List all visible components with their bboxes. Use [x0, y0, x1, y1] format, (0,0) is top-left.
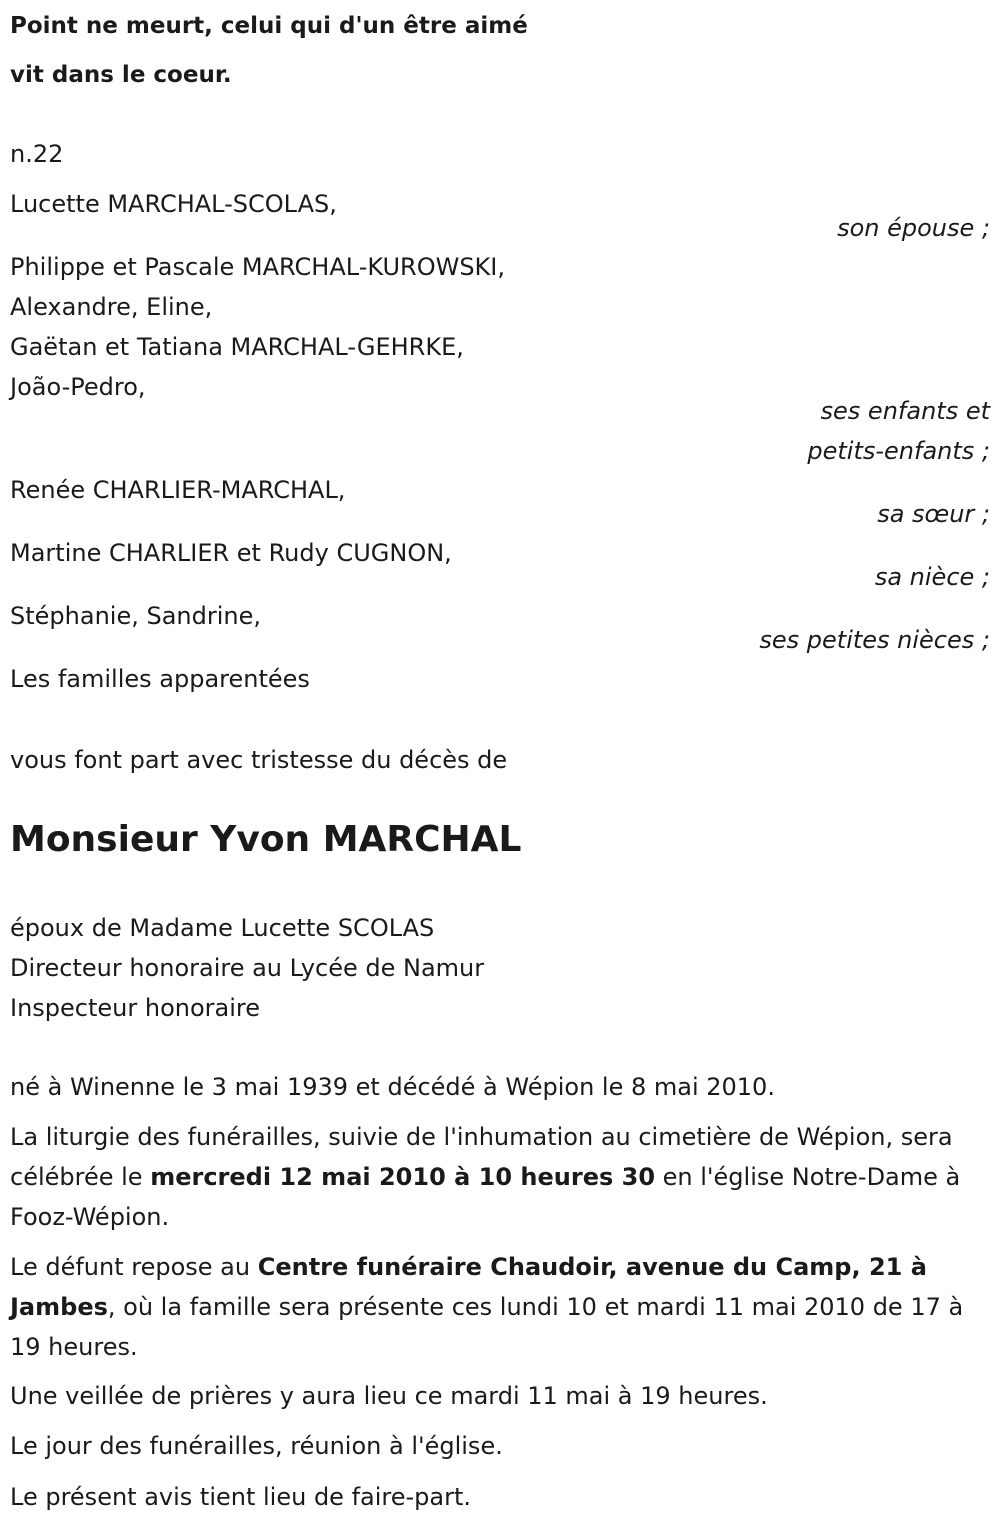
funeral-paragraph [10, 1117, 990, 1237]
birth-death-dates: né à Winenne le 3 mai 1939 et décédé à Wépion le 8 mai 2010. [10, 1073, 775, 1101]
rest-location: Centre funéraire Chaudoir, avenue du Camp, 21 à Jambes [10, 1253, 927, 1321]
quote-line-2: vit dans le coeur. [10, 62, 232, 88]
family-relation: ses enfants et [820, 397, 990, 425]
deceased-title: Directeur honoraire au Lycée de Namur [10, 954, 485, 982]
funeral-text: La liturgie des funérailles, suivie de l'inhumation au cimetière de Wépion, sera célébrée le [10, 1123, 953, 1191]
announcement-text: vous font part avec tristesse du décès de [10, 746, 508, 774]
family-name-line: Renée CHARLIER-MARCHAL, [10, 476, 346, 504]
family-relation: petits-enfants ; [807, 437, 990, 465]
deceased-title: époux de Madame Lucette SCOLAS [10, 914, 435, 942]
family-relation: ses petites nièces ; [759, 626, 990, 654]
deceased-title: Inspecteur honoraire [10, 994, 261, 1022]
rest-text: Le défunt repose au [10, 1253, 258, 1281]
family-relation: sa sœur ; [877, 500, 990, 528]
quote-line-1: Point ne meurt, celui qui d'un être aimé [10, 13, 528, 39]
family-name-line: Stéphanie, Sandrine, [10, 602, 261, 630]
vigil-text: Une veillée de prières y aura lieu ce mardi 11 mai à 19 heures. [10, 1382, 768, 1410]
reference-number: n.22 [10, 140, 64, 168]
meeting-text: Le jour des funérailles, réunion à l'église. [10, 1432, 503, 1460]
funeral-datetime: mercredi 12 mai 2010 à 10 heures 30 [150, 1163, 656, 1191]
family-name-line: Philippe et Pascale MARCHAL-KUROWSKI, [10, 253, 505, 281]
family-name-line: João-Pedro, [10, 373, 146, 401]
family-name-line: Martine CHARLIER et Rudy CUGNON, [10, 539, 452, 567]
funeral-text: en l'église Notre-Dame à Fooz-Wépion. [10, 1163, 961, 1231]
family-name-line: Lucette MARCHAL-SCOLAS, [10, 190, 337, 218]
family-relation: sa nièce ; [874, 563, 990, 591]
closing-text: Le présent avis tient lieu de faire-part. [10, 1483, 472, 1511]
deceased-name: Monsieur Yvon MARCHAL [10, 819, 522, 860]
rest-paragraph [10, 1247, 990, 1367]
family-name-line: Alexandre, Eline, [10, 293, 213, 321]
family-relation: son épouse ; [837, 214, 990, 242]
family-name-line: Les familles apparentées [10, 665, 310, 693]
family-name-line: Gaëtan et Tatiana MARCHAL-GEHRKE, [10, 333, 464, 361]
rest-text: , où la famille sera présente ces lundi 10 et mardi 11 mai 2010 de 17 à 19 heures. [10, 1293, 964, 1361]
